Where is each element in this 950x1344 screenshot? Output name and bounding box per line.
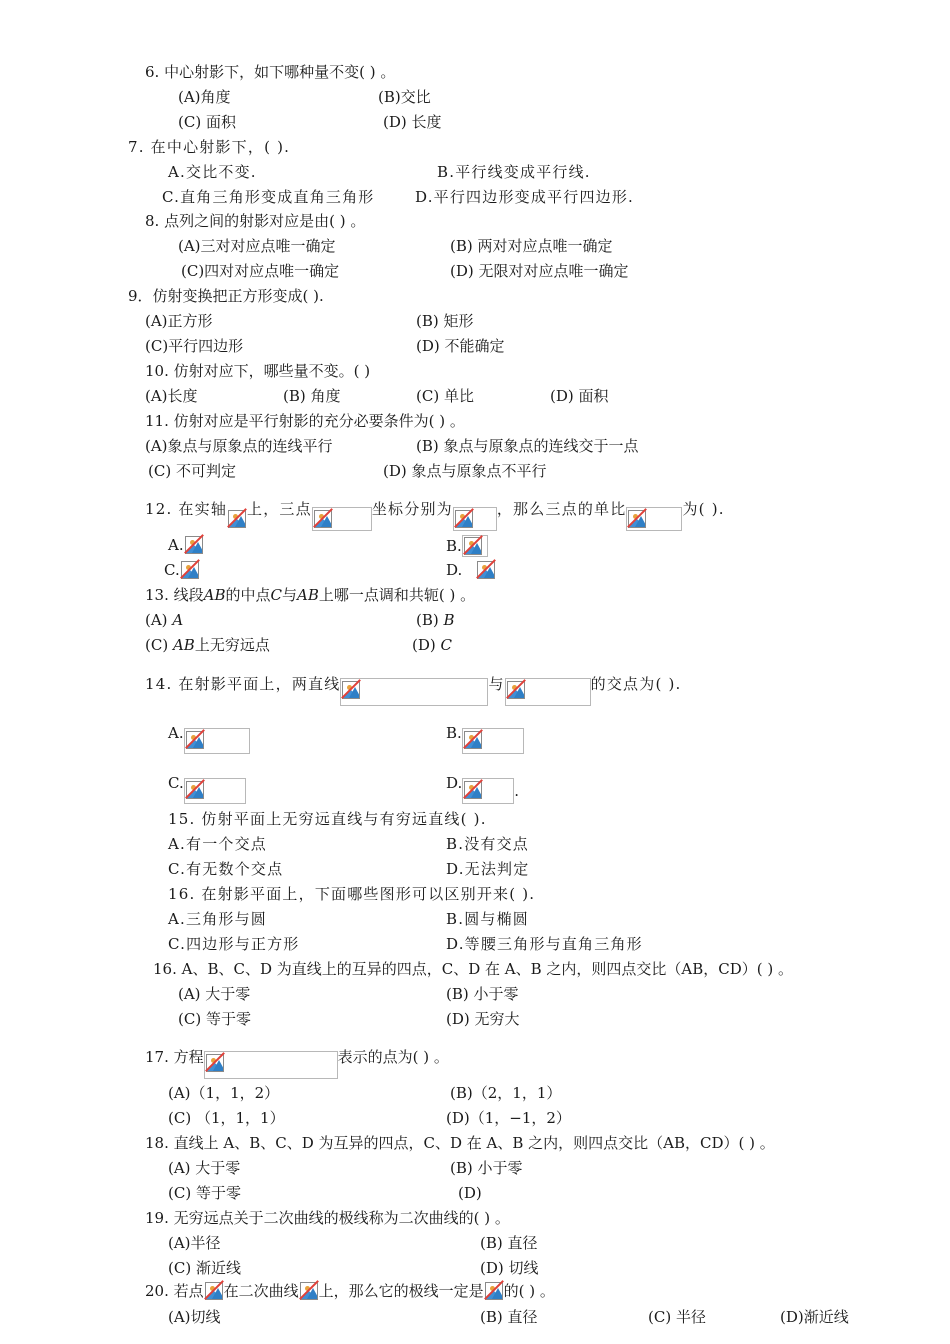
broken-image-icon — [313, 509, 333, 529]
broken-image-icon — [476, 560, 496, 580]
broken-image-icon — [484, 1281, 504, 1301]
q14-option-b-label: B. — [446, 724, 462, 742]
q6-option-a: (A)角度 — [178, 88, 231, 106]
q18-stem: 18. 直线上 A、B、C、D 为互异的四点，C、D 在 A、B 之内，则四点交比（AB，CD）( ) 。 — [145, 1134, 775, 1152]
q14-option-c-box — [184, 778, 246, 804]
q8-stem: 8. 点列之间的射影对应是由( ) 。 — [145, 212, 366, 230]
q14-text-2: 与 — [488, 675, 505, 693]
q11-option-a: (A)象点与原象点的连线平行 — [145, 437, 333, 455]
q13-option-b-label: (B) — [416, 611, 439, 629]
q12-option-b-box — [462, 535, 488, 557]
q11-stem: 11. 仿射对应是平行射影的充分必要条件为( ) 。 — [145, 412, 465, 430]
q20-option-a: (A)切线 — [168, 1308, 221, 1326]
q13-point-c: C — [270, 586, 282, 604]
q20-text-3: 上，那么它的极线一定是 — [318, 1282, 484, 1300]
q19-option-d: (D) 切线 — [480, 1259, 539, 1277]
q16b-option-c: (C) 等于零 — [178, 1010, 251, 1028]
broken-image-icon — [204, 1281, 224, 1301]
q11-option-c: (C) 不可判定 — [148, 462, 236, 480]
q14-option-a — [168, 712, 250, 754]
q12-formula-box-ratio — [626, 507, 682, 531]
q13-option-b-value: B — [443, 611, 455, 629]
q18-option-b: (B) 小于零 — [450, 1159, 523, 1177]
q12-text-2: 上，三点 — [247, 500, 312, 518]
q11-option-d: (D) 象点与原象点不平行 — [383, 462, 547, 480]
q16b-option-b: (B) 小于零 — [446, 985, 519, 1003]
q12-option-d — [446, 560, 496, 580]
q13-text-4: 上哪一点调和共轭( ) 。 — [318, 586, 476, 604]
q16a-option-d: D.等腰三角形与直角三角形 — [446, 935, 643, 953]
q8-option-c: (C)四对对应点唯一确定 — [181, 262, 340, 280]
q17-text-2: 表示的点为( ) 。 — [337, 1048, 449, 1066]
q13-option-c — [145, 635, 270, 655]
q12-text-4: ，那么三点的单比 — [496, 500, 627, 518]
q7-option-c: C.直角三角形变成直角三角形 — [162, 188, 375, 206]
broken-image-icon — [184, 535, 204, 555]
broken-image-icon — [463, 536, 483, 556]
q15-option-b: B.没有交点 — [446, 835, 529, 853]
q13-text-2: 的中点 — [225, 586, 271, 604]
q8-option-b: (B) 两对对应点唯一确定 — [450, 237, 613, 255]
q14-option-c-label: C. — [168, 774, 184, 792]
q12-option-a — [168, 535, 204, 555]
q13-option-c-value: AB — [172, 636, 195, 654]
q17-text-1: 17. 方程 — [145, 1048, 204, 1066]
q12-text-3: 坐标分别为 — [371, 500, 453, 518]
q20-option-c: (C) 半径 — [648, 1308, 706, 1326]
q13-segment-ab-2: AB — [297, 586, 319, 604]
broken-image-icon — [180, 560, 200, 580]
q6-stem: 6. 中心射影下，如下哪种量不变( ) 。 — [145, 63, 396, 81]
q10-option-a: (A)长度 — [145, 387, 198, 405]
q7-option-d: D.平行四边形变成平行四边形. — [415, 188, 635, 206]
q13-segment-ab: AB — [203, 586, 226, 604]
q20-text-4: 的( ) 。 — [503, 1282, 555, 1300]
q20-option-b: (B) 直径 — [480, 1308, 538, 1326]
q17-stem — [145, 1035, 449, 1079]
broken-image-icon — [227, 509, 247, 529]
q10-stem: 10. 仿射对应下，哪些量不变。( ) — [145, 362, 371, 380]
q14-option-a-box — [184, 728, 250, 754]
q18-option-a: (A) 大于零 — [168, 1159, 241, 1177]
q13-option-d-label: (D) — [412, 636, 436, 654]
q17-option-d: (D)（1，−1，2） — [446, 1109, 571, 1127]
q13-text-1: 13. 线段 — [145, 586, 204, 604]
q13-option-a-value: A — [172, 611, 184, 629]
q16b-option-a: (A) 大于零 — [178, 985, 251, 1003]
q12-option-c — [164, 560, 200, 580]
q16b-option-d: (D) 无穷大 — [446, 1010, 520, 1028]
q14-stem — [145, 662, 681, 706]
q13-stem — [145, 585, 475, 605]
broken-image-icon — [299, 1281, 319, 1301]
broken-image-icon — [454, 509, 474, 529]
q12-option-a-label: A. — [168, 536, 184, 554]
q17-option-c: (C) （1，1，1） — [168, 1109, 285, 1127]
q16a-option-c: C.四边形与正方形 — [168, 935, 300, 953]
broken-image-icon — [185, 780, 205, 800]
q19-option-a: (A)半径 — [168, 1234, 221, 1252]
q18-option-c: (C) 等于零 — [168, 1184, 241, 1202]
q13-option-c-text: 上无穷远点 — [194, 636, 270, 654]
q19-option-c: (C) 渐近线 — [168, 1259, 241, 1277]
q15-option-a: A.有一个交点 — [168, 835, 268, 853]
q13-text-3: 与 — [281, 586, 297, 604]
q13-option-a — [145, 610, 183, 630]
q10-option-b: (B) 角度 — [283, 387, 341, 405]
q9-option-c: (C)平行四边形 — [145, 337, 244, 355]
q18-option-d: (D) — [458, 1184, 482, 1202]
q12-stem — [145, 487, 725, 531]
q14-option-d-label: D. — [446, 774, 463, 792]
q14-option-b-box — [462, 728, 524, 754]
q19-option-b: (B) 直径 — [480, 1234, 538, 1252]
q9-option-d: (D) 不能确定 — [416, 337, 505, 355]
q14-option-c — [168, 762, 246, 804]
q12-formula-box-points — [312, 507, 372, 531]
q14-option-d-box — [462, 778, 514, 804]
q17-formula-box-equation — [204, 1051, 338, 1079]
q14-text-1: 14. 在射影平面上，两直线 — [145, 675, 341, 693]
broken-image-icon — [506, 680, 526, 700]
broken-image-icon — [341, 680, 361, 700]
broken-image-icon — [463, 730, 483, 750]
q7-stem: 7. 在中心射影下，( ). — [128, 138, 291, 156]
q10-option-c: (C) 单比 — [416, 387, 474, 405]
q13-option-d — [412, 635, 452, 655]
q14-formula-box-line2 — [505, 678, 591, 706]
q15-stem: 15. 仿射平面上无穷远直线与有穷远直线( ). — [168, 810, 487, 828]
broken-image-icon — [185, 730, 205, 750]
q12-option-b — [446, 535, 488, 557]
q20-option-d: (D)渐近线 — [780, 1308, 849, 1326]
q14-formula-box-line1 — [340, 678, 488, 706]
broken-image-icon — [463, 780, 483, 800]
q20-text-1: 20. 若点 — [145, 1282, 204, 1300]
broken-image-icon — [205, 1053, 225, 1073]
q12-option-c-label: C. — [164, 561, 180, 579]
q15-option-c: C.有无数个交点 — [168, 860, 284, 878]
q14-option-d — [446, 762, 519, 804]
q14-option-d-end: . — [514, 782, 520, 800]
q6-option-b: (B)交比 — [378, 88, 431, 106]
q7-option-b: B.平行线变成平行线. — [437, 163, 591, 181]
q19-stem: 19. 无穷远点关于二次曲线的极线称为二次曲线的( ) 。 — [145, 1209, 510, 1227]
q12-option-b-label: B. — [446, 537, 462, 555]
q9-option-a: (A)正方形 — [145, 312, 213, 330]
q9-stem: 9．仿射变换把正方形变成( ). — [128, 287, 324, 305]
q13-option-c-label: (C) — [145, 636, 169, 654]
q17-option-b: (B)（2，1，1） — [450, 1084, 562, 1102]
q7-option-a: A.交比不变. — [168, 163, 257, 181]
q13-option-a-label: (A) — [145, 611, 168, 629]
q14-text-3: 的交点为( ). — [590, 675, 682, 693]
q6-option-d: (D) 长度 — [383, 113, 442, 131]
q14-option-a-label: A. — [168, 724, 184, 742]
q10-option-d: (D) 面积 — [550, 387, 609, 405]
q8-option-d: (D) 无限对对应点唯一确定 — [450, 262, 629, 280]
q12-text-5: 为( ). — [682, 500, 725, 518]
q20-stem — [145, 1281, 555, 1301]
q20-text-2: 在二次曲线 — [223, 1282, 299, 1300]
q16a-stem: 16. 在射影平面上，下面哪些图形可以区别开来( ). — [168, 885, 536, 903]
q16a-option-a: A.三角形与圆 — [168, 910, 268, 928]
q12-formula-box-coords — [453, 507, 497, 531]
broken-image-icon — [627, 509, 647, 529]
q13-option-d-value: C — [440, 636, 452, 654]
q8-option-a: (A)三对对应点唯一确定 — [178, 237, 336, 255]
q17-option-a: (A)（1，1，2） — [168, 1084, 280, 1102]
q12-text-1: 12. 在实轴 — [145, 500, 228, 518]
q13-option-b — [416, 610, 455, 630]
q9-option-b: (B) 矩形 — [416, 312, 474, 330]
q12-option-d-label: D. — [446, 561, 463, 579]
q16a-option-b: B.圆与椭圆 — [446, 910, 529, 928]
q6-option-c: (C) 面积 — [178, 113, 236, 131]
q14-option-b — [446, 712, 524, 754]
q15-option-d: D.无法判定 — [446, 860, 530, 878]
q11-option-b: (B) 象点与原象点的连线交于一点 — [416, 437, 639, 455]
q16b-stem: 16. A、B、C、D 为直线上的互异的四点，C、D 在 A、B 之内，则四点交比（AB，CD）( ) 。 — [153, 960, 794, 978]
